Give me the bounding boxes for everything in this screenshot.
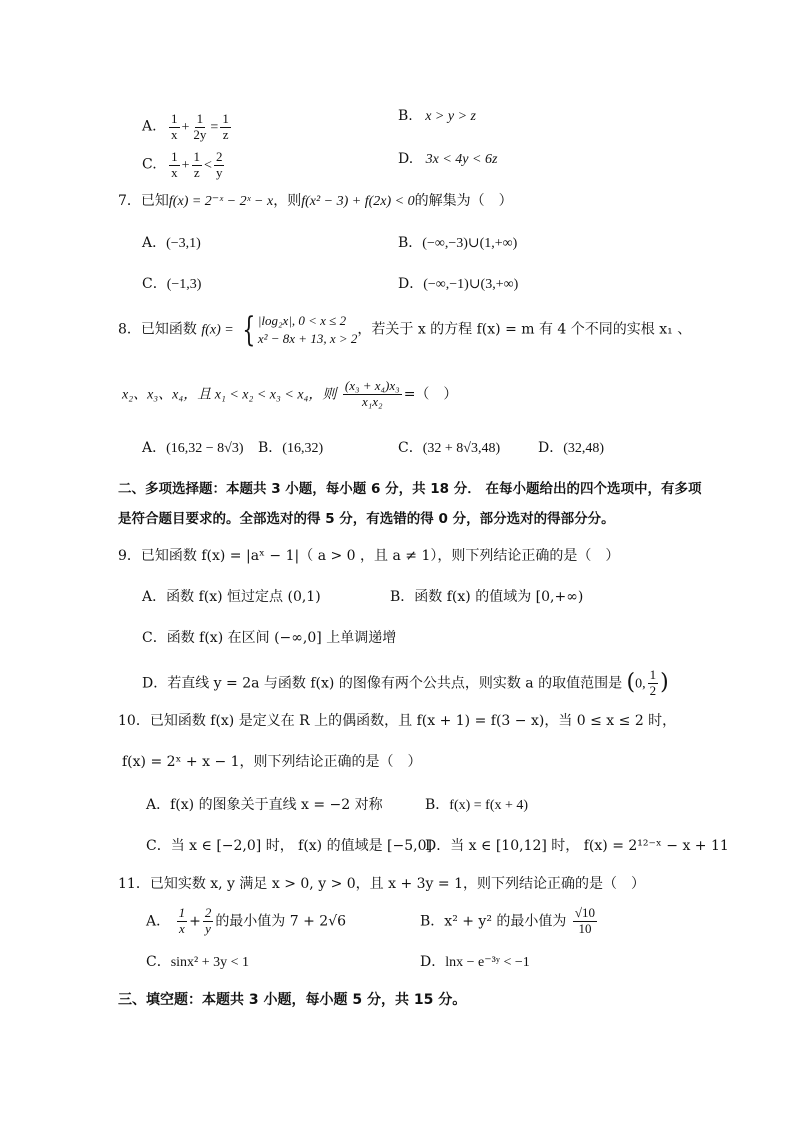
q10-option-b[interactable]: B．f(x) = f(x + 4): [425, 797, 529, 813]
q10-option-d[interactable]: D．当 x ∈ [10,12] 时， f(x) = 2¹²⁻ˣ − x + 11: [425, 838, 729, 854]
q6-option-b[interactable]: B. x > y > z: [398, 108, 476, 124]
q8-stem-line2: x₂、x₃、x₄，且 x₁ < x₂ < x₃ < x₄，则 $\frac{\text{(x₃ + x₄)x₃}}{\text{x₁x₂}}$ =（ ）: [122, 378, 458, 409]
q6-option-c[interactable]: C. $\frac{1}{x}$ + $\frac{1}{z}$ < $\frac{2}{y}$: [142, 150, 226, 181]
q6-option-a[interactable]: A. $\frac{1}{x}$ + $\frac{1}{2y}$ = $\frac{1}{z}$: [142, 112, 233, 143]
q10-option-c[interactable]: C．当 x ∈ [−2,0] 时， f(x) 的值域是 [−5,0]: [146, 838, 432, 854]
q8-option-b[interactable]: B．(16,32): [258, 440, 324, 456]
q10-stem-line2: f(x) = 2ˣ + x − 1，则下列结论正确的是（ ）: [122, 754, 422, 770]
q8-option-a[interactable]: A．(16,32 − 8√3): [142, 440, 244, 456]
q8-piecewise-function: { |log₂x|, 0 < x ≤ 2 x² − 8x + 13, x > 2: [242, 309, 358, 350]
q11-option-a[interactable]: A． $\frac{1}{x}$ + $\frac{2}{y}$ 的最小值为 7 + 2√6: [146, 905, 347, 936]
section3-heading: 三、填空题：本题共 3 小题，每小题 5 分，共 15 分。: [118, 992, 467, 1008]
q8-stem: 8．已知函数 f(x) = { |log₂x|, 0 < x ≤ 2 x² − 8x + 13, x > 2 ，若关于 x 的方程 f(x) = m 有 4 个不同的实根 x₁ 、: [118, 309, 692, 350]
q11-option-b[interactable]: B．x² + y² 的最小值为 $\frac{√10}{10}$: [420, 905, 596, 936]
q8-option-c[interactable]: C．(32 + 8√3,48): [398, 440, 501, 456]
q11-option-d[interactable]: D．lnx − e⁻³ʸ < −1: [420, 954, 530, 970]
section2-heading-line2: 是符合题目要求的。全部选对的得 5 分，有选错的得 0 分，部分选对的得部分分。: [118, 511, 615, 527]
q7-option-c[interactable]: C．(−1,3): [142, 276, 202, 292]
q9-stem: 9．已知函数 f(x) = |aˣ − 1|（ a > 0 ，且 a ≠ 1），则下列结论正确的是（ ）: [118, 548, 620, 564]
q7-option-b[interactable]: B．(−∞,−3)∪(1,+∞): [398, 235, 518, 251]
q6-c-expression: $\frac{1}{x}$ + $\frac{1}{z}$ < $\frac{2}{y}$: [171, 149, 223, 180]
q9-option-c[interactable]: C．函数 f(x) 在区间 (−∞,0] 上单调递增: [142, 630, 397, 646]
q11-option-c[interactable]: C．sinx² + 3y < 1: [146, 954, 250, 970]
q7-option-d[interactable]: D．(−∞,−1)∪(3,+∞): [398, 276, 519, 292]
q10-stem-line1: 10．已知函数 f(x) 是定义在 R 上的偶函数，且 f(x + 1) = f(3 − x)，当 0 ≤ x ≤ 2 时，: [118, 713, 677, 729]
q9-option-a[interactable]: A．函数 f(x) 恒过定点 (0,1): [142, 589, 321, 605]
q6-option-d[interactable]: D. 3x < 4y < 6z: [398, 151, 498, 167]
q9-option-b[interactable]: B．函数 f(x) 的值域为 [0,+∞): [390, 589, 584, 605]
q8-option-d[interactable]: D．(32,48): [538, 440, 605, 456]
q9-option-d[interactable]: D．若直线 y = 2a 与函数 f(x) 的图像有两个公共点，则实数 a 的取值范围是 (0, $\frac{1}{2}$ ): [142, 667, 669, 698]
q7-option-a[interactable]: A．(−3,1): [142, 235, 201, 251]
q7-stem: 7．已知f(x) = 2⁻ˣ − 2ˣ − x，则f(x² − 3) + f(2x) < 0的解集为（ ）: [118, 193, 513, 209]
section2-heading-line1: 二、多项选择题：本题共 3 小题，每小题 6 分，共 18 分． 在每小题给出的四个选项中，有多项: [118, 481, 702, 497]
q6-a-expression: $\frac{1}{x}$ + $\frac{1}{2y}$ = $\frac{1}{z}$: [171, 111, 229, 142]
q10-option-a[interactable]: A．f(x) 的图象关于直线 x = −2 对称: [146, 797, 383, 813]
q11-stem: 11．已知实数 x, y 满足 x > 0, y > 0，且 x + 3y = 1，则下列结论正确的是（ ）: [118, 876, 645, 892]
